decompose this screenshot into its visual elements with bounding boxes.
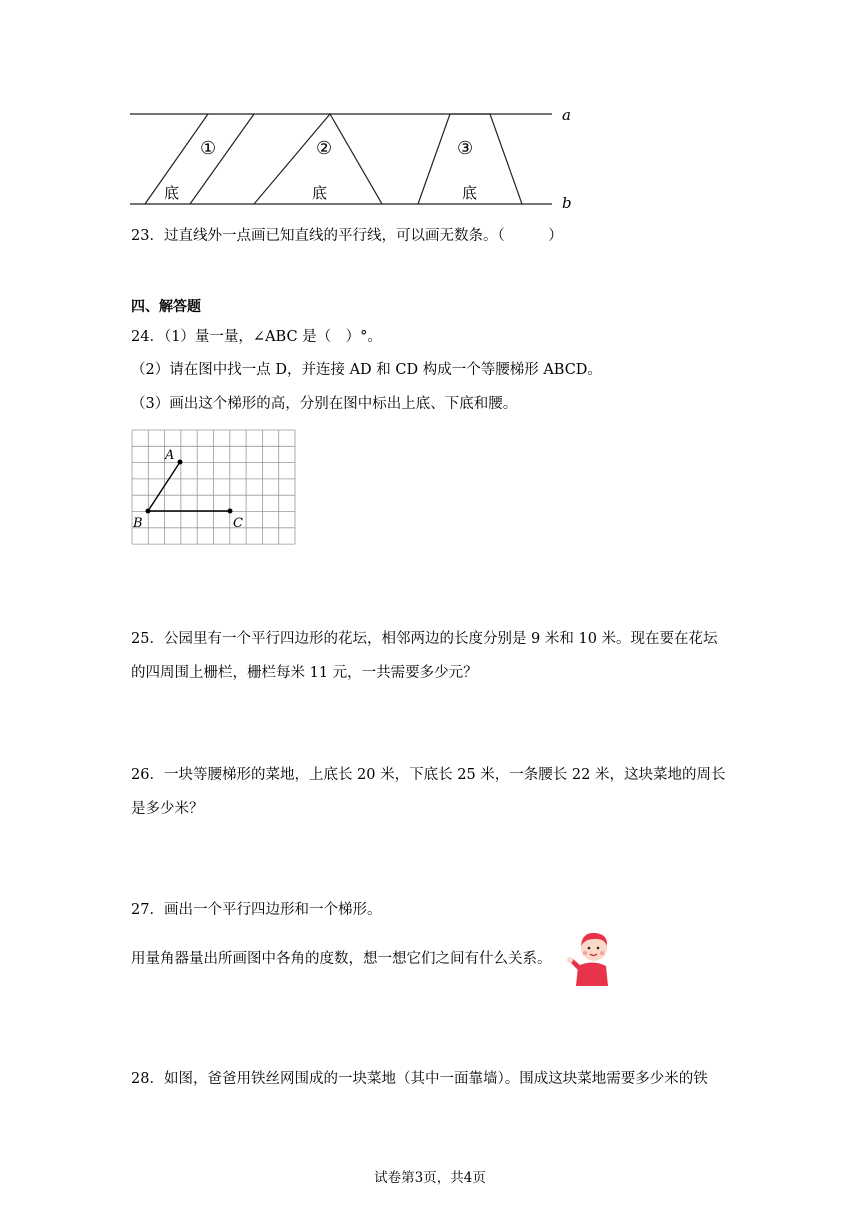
question-27-line2: 用量角器量出所画图中各角的度数，想一想它们之间有什么关系。 [131,951,552,967]
parallel-lines-figure [120,100,590,215]
question-25-line2: 的四周围上栅栏，栅栏每米 11 元，一共需要多少元？ [131,665,478,681]
shape-2-base: 底 [312,184,328,202]
question-26-line2: 是多少米？ [131,801,204,817]
question-24-part3: （3）画出这个梯形的高，分别在图中标出上底、下底和腰。 [131,396,518,412]
label-a: a [562,106,571,124]
grid-lines [132,430,295,544]
question-27-line1: 27．画出一个平行四边形和一个梯形。 [131,902,382,918]
shape-1-side [190,114,254,204]
grid-figure [125,425,305,550]
question-24-part2: （2）请在图中找一点 D，并连接 AD 和 CD 构成一个等腰梯形 ABCD。 [131,362,602,378]
label-b: b [562,194,572,212]
point-a [178,460,183,465]
page-footer: 试卷第3页，共4页 [374,1170,486,1186]
shape-3-base: 底 [462,184,478,202]
section-heading: 四、解答题 [131,299,201,315]
question-26-line1: 26．一块等腰梯形的菜地，上底长 20 米，下底长 25 米，一条腰长 22 米，这块菜地的周长 [131,767,726,783]
segment-ab [148,462,180,511]
question-23: 23．过直线外一点画已知直线的平行线，可以画无数条。（ ） [131,228,563,244]
shape-3-number: ③ [457,138,474,159]
question-25-line1: 25．公园里有一个平行四边形的花坛，相邻两边的长度分别是 9 米和 10 米。现在要在花坛 [131,631,718,647]
shape-1-base: 底 [164,184,180,202]
label-point-c: C [233,516,243,531]
shape-1-number: ① [200,138,217,159]
label-point-b: B [133,516,143,531]
point-b [146,509,151,514]
question-28-line1: 28．如图，爸爸用铁丝网围成的一块菜地（其中一面靠墙）。围成这块菜地需要多少米的铁 [131,1071,708,1087]
question-24-part1: 24．（1）量一量，∠ABC 是（ ）°。 [131,329,382,345]
boy-illustration [566,926,618,988]
point-c [228,509,233,514]
label-point-a: A [165,448,175,463]
shape-2-number: ② [316,138,333,159]
